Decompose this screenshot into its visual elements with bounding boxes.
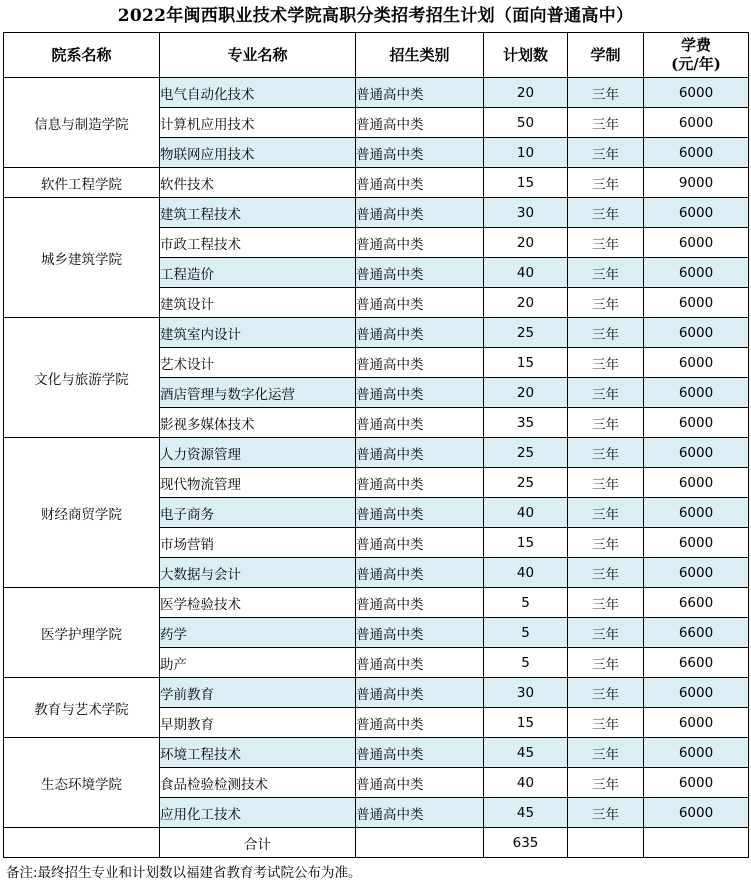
plan-count-cell: 5 [484,648,568,678]
study-length-cell: 三年 [568,228,644,258]
category-cell: 普通高中类 [356,558,484,588]
major-name-cell: 艺术设计 [160,348,356,378]
study-length-cell: 三年 [568,678,644,708]
study-length-cell: 三年 [568,138,644,168]
major-name-cell: 建筑设计 [160,288,356,318]
study-length-cell: 三年 [568,198,644,228]
study-length-cell: 三年 [568,558,644,588]
study-length-cell: 三年 [568,438,644,468]
dept-name-cell: 文化与旅游学院 [4,318,160,438]
category-cell: 普通高中类 [356,198,484,228]
major-name-cell: 建筑工程技术 [160,198,356,228]
table-row [4,678,749,708]
tuition-fee-cell: 6000 [644,558,749,588]
plan-count-cell: 40 [484,558,568,588]
category-cell: 普通高中类 [356,588,484,618]
major-name-cell: 电气自动化技术 [160,78,356,108]
category-cell: 普通高中类 [356,768,484,798]
study-length-cell: 三年 [568,798,644,828]
plan-count-cell: 35 [484,408,568,438]
tuition-fee-cell: 6600 [644,648,749,678]
category-cell: 普通高中类 [356,318,484,348]
plan-count-cell: 25 [484,468,568,498]
category-cell: 普通高中类 [356,468,484,498]
category-cell: 普通高中类 [356,408,484,438]
plan-count-cell: 50 [484,108,568,138]
page-title: 2022年闽西职业技术学院高职分类招考招生计划（面向普通高中） [117,6,634,26]
tuition-fee-cell: 6000 [644,468,749,498]
plan-count-cell: 20 [484,288,568,318]
footnote: 备注:最终招生专业和计划数以福建省教育考试院公布为准。 [6,865,362,881]
tuition-fee-cell: 6000 [644,78,749,108]
plan-count-cell: 15 [484,168,568,198]
plan-count-cell: 15 [484,708,568,738]
header-dept: 院系名称 [4,33,160,78]
tuition-fee-cell: 6000 [644,708,749,738]
tuition-fee-cell: 6000 [644,198,749,228]
study-length-cell: 三年 [568,288,644,318]
total-empty-cell [644,828,749,858]
major-name-cell: 食品检验检测技术 [160,768,356,798]
major-name-cell: 市场营销 [160,528,356,558]
table-body [4,78,749,858]
study-length-cell: 三年 [568,708,644,738]
plan-count-cell: 45 [484,738,568,768]
study-length-cell: 三年 [568,168,644,198]
study-length-cell: 三年 [568,618,644,648]
category-cell: 普通高中类 [356,678,484,708]
category-cell: 普通高中类 [356,498,484,528]
category-cell: 普通高中类 [356,348,484,378]
table-row [4,738,749,768]
study-length-cell: 三年 [568,108,644,138]
tuition-fee-cell: 6000 [644,408,749,438]
study-length-cell: 三年 [568,348,644,378]
header-plan: 计划数 [484,33,568,78]
plan-count-cell: 15 [484,528,568,558]
major-name-cell: 大数据与会计 [160,558,356,588]
table-row [4,78,749,108]
major-name-cell: 助产 [160,648,356,678]
category-cell: 普通高中类 [356,78,484,108]
category-cell: 普通高中类 [356,258,484,288]
plan-count-cell: 5 [484,588,568,618]
total-empty-cell [356,828,484,858]
plan-count-cell: 20 [484,378,568,408]
total-plan-cell: 635 [484,828,568,858]
header-major: 专业名称 [160,33,356,78]
tuition-fee-cell: 9000 [644,168,749,198]
category-cell: 普通高中类 [356,648,484,678]
plan-count-cell: 20 [484,228,568,258]
plan-count-cell: 10 [484,138,568,168]
dept-name-cell: 软件工程学院 [4,168,160,198]
study-length-cell: 三年 [568,588,644,618]
tuition-fee-cell: 6000 [644,378,749,408]
category-cell: 普通高中类 [356,228,484,258]
study-length-cell: 三年 [568,408,644,438]
table-row [4,588,749,618]
tuition-fee-cell: 6000 [644,678,749,708]
category-cell: 普通高中类 [356,618,484,648]
study-length-cell: 三年 [568,528,644,558]
plan-count-cell: 20 [484,78,568,108]
category-cell: 普通高中类 [356,378,484,408]
dept-name-cell: 城乡建筑学院 [4,198,160,318]
dept-name-cell: 教育与艺术学院 [4,678,160,738]
category-cell: 普通高中类 [356,108,484,138]
category-cell: 普通高中类 [356,288,484,318]
major-name-cell: 计算机应用技术 [160,108,356,138]
tuition-fee-cell: 6000 [644,258,749,288]
major-name-cell: 人力资源管理 [160,438,356,468]
tuition-fee-cell: 6000 [644,438,749,468]
plan-count-cell: 30 [484,678,568,708]
enrollment-plan-table [3,32,749,858]
table-row [4,318,749,348]
category-cell: 普通高中类 [356,138,484,168]
plan-count-cell: 30 [484,198,568,228]
category-cell: 普通高中类 [356,528,484,558]
category-cell: 普通高中类 [356,738,484,768]
tuition-fee-cell: 6000 [644,288,749,318]
tuition-fee-cell: 6000 [644,798,749,828]
tuition-fee-cell: 6000 [644,138,749,168]
tuition-fee-cell: 6000 [644,108,749,138]
header-fee-line2: (元/年) [671,55,721,73]
header-length: 学制 [568,33,644,78]
tuition-fee-cell: 6000 [644,528,749,558]
major-name-cell: 市政工程技术 [160,228,356,258]
study-length-cell: 三年 [568,498,644,528]
study-length-cell: 三年 [568,738,644,768]
major-name-cell: 电子商务 [160,498,356,528]
study-length-cell: 三年 [568,78,644,108]
major-name-cell: 应用化工技术 [160,798,356,828]
dept-name-cell: 生态环境学院 [4,738,160,828]
tuition-fee-cell: 6000 [644,768,749,798]
table-row [4,198,749,228]
header-fee [644,33,749,78]
major-name-cell: 物联网应用技术 [160,138,356,168]
table-row [4,168,749,198]
tuition-fee-cell: 6000 [644,318,749,348]
plan-count-cell: 40 [484,768,568,798]
major-name-cell: 工程造价 [160,258,356,288]
plan-count-cell: 45 [484,798,568,828]
category-cell: 普通高中类 [356,438,484,468]
plan-count-cell: 15 [484,348,568,378]
major-name-cell: 学前教育 [160,678,356,708]
header-category: 招生类别 [356,33,484,78]
major-name-cell: 酒店管理与数字化运营 [160,378,356,408]
tuition-fee-cell: 6000 [644,228,749,258]
study-length-cell: 三年 [568,258,644,288]
total-row [4,828,749,858]
plan-count-cell: 40 [484,498,568,528]
major-name-cell: 药学 [160,618,356,648]
header-fee-line1: 学费 [680,36,711,54]
major-name-cell: 环境工程技术 [160,738,356,768]
study-length-cell: 三年 [568,648,644,678]
dept-name-cell: 信息与制造学院 [4,78,160,168]
plan-count-cell: 25 [484,318,568,348]
category-cell: 普通高中类 [356,708,484,738]
major-name-cell: 建筑室内设计 [160,318,356,348]
tuition-fee-cell: 6000 [644,498,749,528]
tuition-fee-cell: 6000 [644,738,749,768]
tuition-fee-cell: 6600 [644,618,749,648]
table-header-row [4,33,749,78]
total-label-cell: 合计 [160,828,356,858]
study-length-cell: 三年 [568,378,644,408]
plan-count-cell: 25 [484,438,568,468]
dept-name-cell: 财经商贸学院 [4,438,160,588]
total-empty-cell [4,828,160,858]
major-name-cell: 现代物流管理 [160,468,356,498]
dept-name-cell: 医学护理学院 [4,588,160,678]
total-empty-cell [568,828,644,858]
plan-count-cell: 5 [484,618,568,648]
study-length-cell: 三年 [568,768,644,798]
study-length-cell: 三年 [568,468,644,498]
major-name-cell: 医学检验技术 [160,588,356,618]
tuition-fee-cell: 6600 [644,588,749,618]
major-name-cell: 早期教育 [160,708,356,738]
tuition-fee-cell: 6000 [644,348,749,378]
study-length-cell: 三年 [568,318,644,348]
major-name-cell: 软件技术 [160,168,356,198]
category-cell: 普通高中类 [356,798,484,828]
major-name-cell: 影视多媒体技术 [160,408,356,438]
category-cell: 普通高中类 [356,168,484,198]
table-row [4,438,749,468]
plan-count-cell: 40 [484,258,568,288]
